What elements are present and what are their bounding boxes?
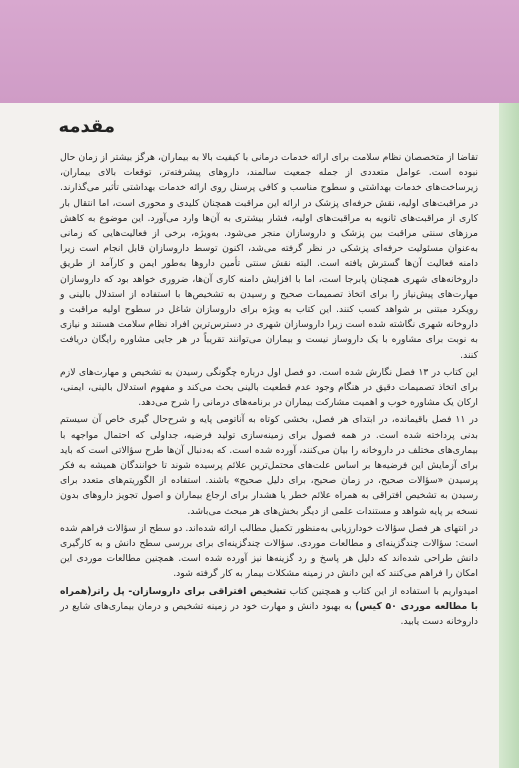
book-title: تشخیص افتراقی برای داروسازان- پل راتر(همراه با مطالعه موردی ۵۰ کیس) <box>60 585 478 612</box>
closing-prefix: امیدواریم با استفاده از این کتاب و همچنین کتاب <box>286 585 478 597</box>
paragraph: در ۱۱ فصل باقیمانده، در ابتدای هر فصل، بخشی کوتاه به آناتومی پایه و شرح‌حال گیری خاص آن سیستم بدنی پرداخته شده است. در همه فصول برای زمینه‌سازی تولید فرضیه، جداولی که احتمال مواجهه با بیماری‌های مختلف در داروخانه را بیان می‌کنند، آورده شده است. که به‌دنبال آن‌ها طرح سؤالاتی است که باید برای آزمایش این فرضیه‌ها بر اساس علت‌های محتمل‌ترین علائم پرسیده شوند تا خوانندگان همیشه به فکر پرسیدن «سؤالات صحیح، در زمان صحیح، برای دلیل صحیح» باشند. استفاده از الگوریتم‌های متعدد برای رسیدن به تشخیص افتراقی به همراه علائم خطر یا هشدار برای ارجاع بیماران و اصول تجویز داروهای بدون نسخه بر پایه شواهد و مستندات علمی از دیگر بخش‌های هر مبحث می‌باشد. <box>60 414 478 517</box>
page-title: مقدمه <box>58 116 115 137</box>
header-color-band <box>0 0 519 103</box>
paragraph: تقاضا از متخصصان نظام سلامت برای ارائه خدمات درمانی با کیفیت بالا به بیماران، هرگز بیشتر از زمان حال نبوده است. عوامل متعددی از جمله جمعیت سالمند، داروهای پیشرفته‌تر، توقعات بالای بیماران، زیرساخت‌های خدمات بهداشتی و سطوح مناسب و کافی پرسنل روی ارائه خدمات بهداشتی تأثیر می‌گذارند. در مراقبت‌های اولیه، نقش حرفه‌ای پزشک در ارائه این مراقبت همچنان کلیدی و محوری است، اما انتقال بار کاری از مراقبت‌های ثانویه به مراقبت‌های اولیه، فشار بیشتری به آن‌ها وارد می‌آورد. این موضوع به کاهش مرزهای سنتی مراقبت بین پزشک و داروسازان منجر می‌شود. به‌ویژه، برخی از فعالیت‌هایی که زمانی به‌عنوان مسئولیت حرفه‌ای پزشکی در نظر گرفته می‌شد، اکنون توسط داروسازان قابل انجام است زیرا دامنه فعالیت آن‌ها گسترش یافته است. البته نقش سنتی تأمین داروها به‌طور ایمن و کارآمد از طریق داروخانه‌های شهری همچنان پابرجا است، اما با افزایش دامنه کاری آن‌ها، ضروری خواهد بود که داروسازان مهارت‌های پیش‌نیاز را برای اتخاذ تصمیمات صحیح و رسیدن به تشخیص‌ها با استفاده از استدلال بالینی و رویکرد مبتنی بر شواهد کسب کنند. این کتاب به ویژه برای داروسازان شاغل در سطوح اولیه مراقبت و داروخانه شهری نگاشته شده است زیرا داروسازان شهری در دسترس‌ترین افراد نظام سلامت هستند و نیازی به نوبت برای مشاوره با یک داروساز نیست و بیماران می‌توانند تقریباً در هر جایی مشاوره رایگان دریافت کنند. <box>60 152 478 361</box>
closing-suffix: به بهبود دانش و مهارت خود در زمینه تشخیص و درمان بیماری‌های شایع در داروخانه دست یابید. <box>60 600 478 628</box>
paragraph: این کتاب در ۱۳ فصل نگارش شده است. دو فصل اول درباره چگونگی رسیدن به تشخیص و مهارت‌های لازم برای اتخاذ تصمیمات دقیق در هنگام وجود عدم قطعیت بالینی بحث می‌کند و مفهوم استدلال بالینی، ایمنی، ارکان یک مشاوره خوب و اهمیت مشارکت بیماران در برنامه‌های درمانی را شرح می‌دهد. <box>60 366 478 409</box>
page-edge-color-band <box>499 103 519 768</box>
closing-paragraph <box>60 584 478 630</box>
body-text <box>60 150 478 629</box>
paragraph: در انتهای هر فصل سؤالات خودارزیابی به‌منظور تکمیل مطالب ارائه شده‌اند. دو سطح از سؤالات فراهم شده است: سؤالات چندگزینه‌ای و مطالعات موردی. سؤالات چندگزینه‌ای برای بررسی سطح دانش و به کارگیری دانش طراحی شده‌اند که دلیل هر پاسخ و رد گزینه‌ها نیز آورده شده است. همچنین مطالعات موردی این امکان را فراهم می‌کنند که این دانش در زمینه مشکلات بیمار به کار گرفته شود. <box>60 522 478 580</box>
